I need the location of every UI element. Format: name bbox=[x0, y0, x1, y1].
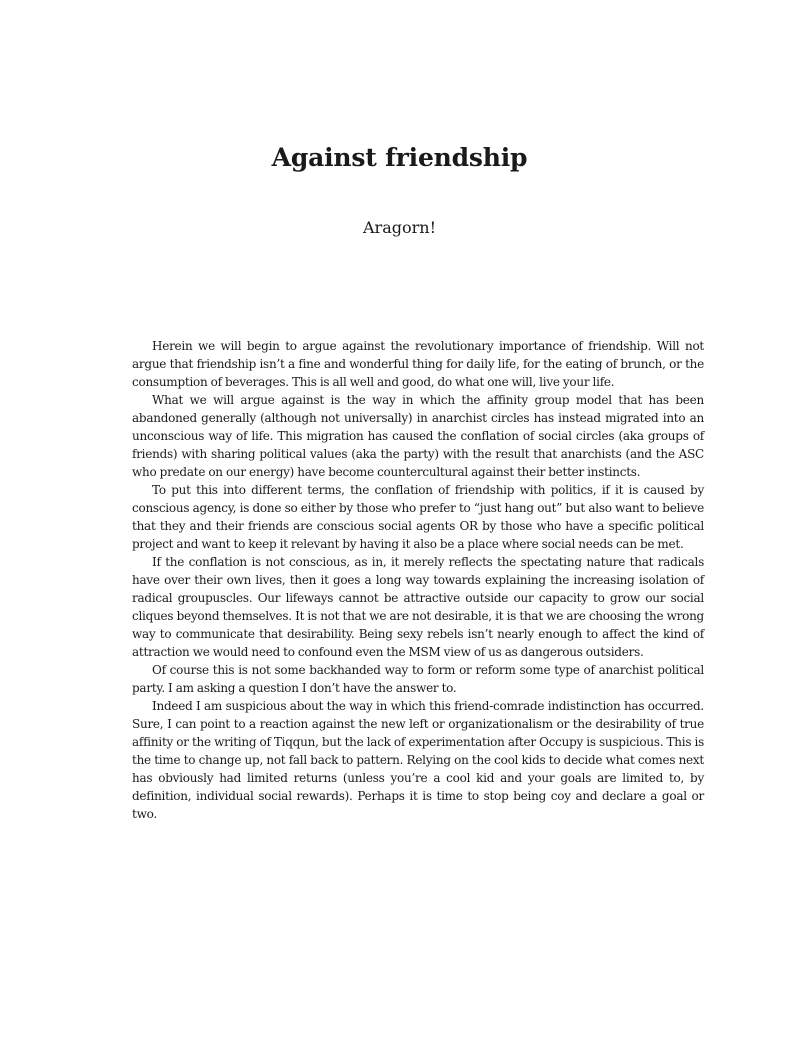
body-paragraph: Of course this is not some backhanded way to form or reform some type of anarchist political party. I am asking a question I don’t have the answer to. bbox=[132, 663, 704, 695]
body-paragraph: To put this into different terms, the conflation of friendship with politics, if it is caused by conscious agency, is done so either by those who prefer to “just hang out” but also want to believe that they and their friends are conscious social agents OR by those who have a specific political project and want to keep it relevant by having it also be a place where social needs can be met. bbox=[132, 483, 704, 551]
body-paragraph: What we will argue against is the way in which the affinity group model that has been abandoned generally (although not universally) in anarchist circles has instead migrated into an unconscious way of life. This migration has caused the conflation of social circles (aka groups of friends) with sharing political values (aka the party) with the result that anarchists (and the ASC who predate on our energy) have become countercultural against their better instincts. bbox=[132, 393, 704, 479]
document-author: Aragorn! bbox=[363, 218, 436, 237]
document-title: Against friendship bbox=[271, 143, 528, 172]
body-paragraph: If the conflation is not conscious, as in, it merely reflects the spectating nature that radicals have over their own lives, then it goes a long way towards explaining the increasing isolation of radical groupuscles. Our lifeways cannot be attractive outside our capacity to grow our social cliques beyond themselves. It is not that we are not desirable, it is that we are choosing the wrong way to communicate that desirability. Being sexy rebels isn’t nearly enough to affect the kind of attraction we would need to confound even the MSM view of us as dangerous outsiders. bbox=[132, 555, 704, 659]
document-body bbox=[132, 337, 704, 823]
body-paragraph: Herein we will begin to argue against the revolutionary importance of friendship. Will not argue that friendship isn’t a fine and wonderful thing for daily life, for the eating of brunch, or the consumption of beverages. This is all well and good, do what one will, live your life. bbox=[132, 339, 704, 389]
body-paragraph: Indeed I am suspicious about the way in which this friend-comrade indistinction has occurred. Sure, I can point to a reaction against the new left or organizationalism or the desirability of true affinity or the writing of Tiqqun, but the lack of experimentation after Occupy is suspicious. This is the time to change up, not fall back to pattern. Relying on the cool kids to decide what comes next has obviously had limited returns (unless you’re a cool kid and your goals are limited to, by definition, individual social rewards). Perhaps it is time to stop being coy and declare a goal or two. bbox=[132, 699, 704, 821]
